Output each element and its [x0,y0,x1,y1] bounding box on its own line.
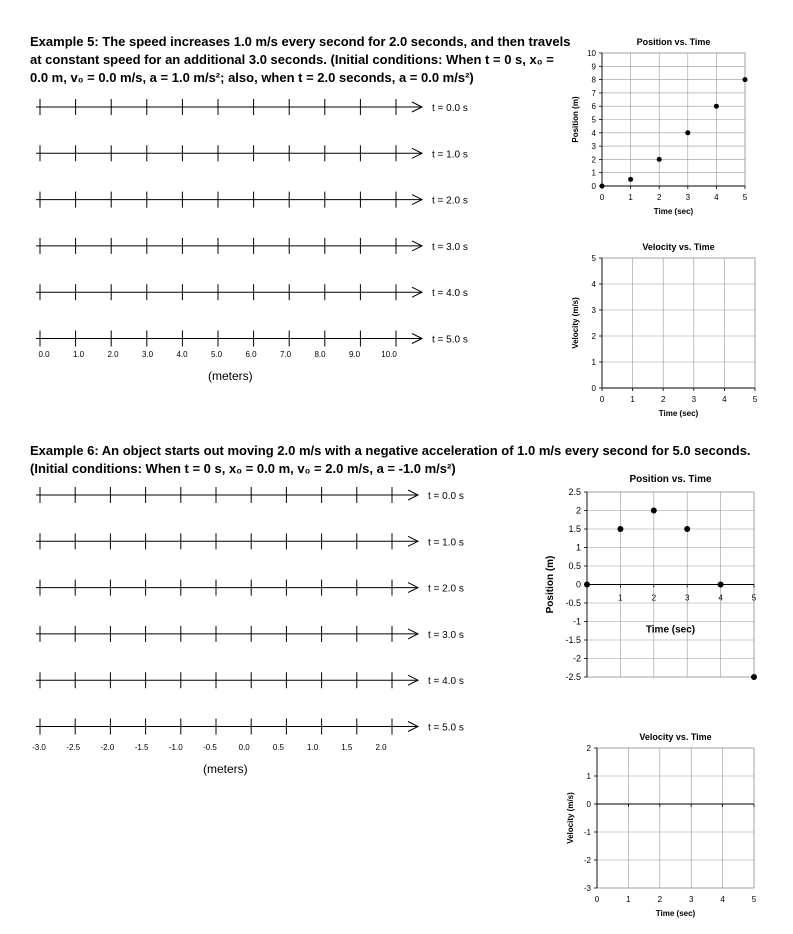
example5-time-label: t = 2.0 s [432,195,468,207]
example6-axis-tick-label: -1.0 [168,743,183,752]
chart-plot-area [597,748,754,888]
chart-1 [571,37,748,216]
example5-axis-tick-label: 5.0 [210,350,223,359]
chart-x-tick-label: 4 [720,895,725,904]
chart-y-tick-label: 1.5 [568,524,581,534]
example6-time-label: t = 0.0 s [428,491,464,502]
chart-y-tick-label: -2 [572,653,581,664]
example5-time-label: t = 1.0 s [432,149,468,161]
chart-x-tick-label: 4 [718,593,723,603]
chart-y-tick-label: 1 [575,542,581,553]
example6-number-line-row [36,672,464,688]
chart-y-tick-label: 10 [587,49,596,58]
chart-y-axis-label: Position (m) [571,96,580,143]
chart-x-tick-label: 5 [752,395,758,404]
example5-number-line-row [36,99,468,115]
example5-number-line-row [36,331,468,347]
chart-x-tick-label: 1 [628,193,633,202]
chart-y-tick-label: 4 [591,280,596,289]
example5-number-line-row [36,238,468,254]
example5-number-line-row [36,145,468,161]
chart-y-tick-label: -1 [572,616,581,627]
chart-x-tick-label: 3 [691,395,697,404]
example5-axis-tick-label: 6.0 [245,350,257,359]
example6-axis-tick-label: -0.5 [203,743,217,752]
example6-number-line-row [36,580,464,596]
example5-axis-tick-label: 3.0 [141,350,154,359]
chart-y-tick-label: 9 [591,62,596,72]
chart-y-tick-label: -2 [583,856,591,865]
example6-axis-tick-label: -3.0 [32,743,46,752]
chart-x-tick-label: 3 [688,895,694,904]
example5-axis-tick-label: 1.0 [72,350,85,359]
chart-x-tick-label: 3 [685,193,691,202]
chart-x-tick-label: 1 [626,895,631,904]
example5-axis-tick-label: 9.0 [348,350,361,359]
example6-number-line-row [36,719,464,735]
chart-y-tick-label: 6 [591,102,596,112]
chart-x-tick-label: 3 [684,593,690,603]
chart-y-tick-label: 2 [575,505,581,516]
example5-heading-line1: Example 5: The speed increases 1.0 m/s every second for 2.0 seconds, and then travels [30,34,571,49]
example6-number-line-row [36,487,464,503]
example5-number-lines [36,99,468,359]
example6-time-label: t = 2.0 s [428,583,464,595]
chart-title: Velocity vs. Time [639,732,712,742]
chart-3 [545,474,757,682]
chart-4 [566,732,757,918]
example5-time-label: t = 4.0 s [432,288,468,300]
chart-y-tick-label: 1 [591,168,596,178]
example6-axis-tick-label: 1.5 [341,743,353,752]
chart-y-tick-label: 2 [586,744,591,753]
example5-heading-line2: at constant speed for an additional 3.0 seconds. (Initial conditions: When t = 0 s, x₀ = [30,52,554,67]
chart-x-tick-label: 1 [630,395,635,404]
example6-axis-tick-label: 1.0 [307,743,319,752]
chart-x-tick-label: 2 [660,395,666,404]
chart-y-tick-label: 2 [591,155,596,165]
example5-time-label: t = 5.0 s [432,334,468,346]
example5-units-label: (meters) [208,369,253,383]
chart-data-point [718,582,724,588]
example5-axis-tick-label: 0.0 [38,350,50,359]
chart-data-point [751,674,757,680]
chart-y-axis-label: Velocity (m/s) [566,792,575,844]
chart-data-point [628,177,633,182]
example6-time-label: t = 5.0 s [428,722,464,734]
example5-number-line-row [36,192,468,208]
chart-y-tick-label: 7 [591,88,596,98]
chart-y-tick-label: 8 [591,75,596,85]
chart-x-tick-label: 5 [742,193,748,202]
chart-y-tick-label: 0 [575,579,581,590]
chart-x-axis-label: Time (sec) [645,624,696,636]
chart-y-tick-label: 1 [586,772,591,781]
chart-x-tick-label: 0 [599,193,605,202]
chart-y-tick-label: 3 [591,306,596,315]
chart-y-tick-label: 0.5 [568,561,581,571]
chart-data-point [657,157,662,162]
example5-axis-tick-label: 7.0 [279,350,292,359]
chart-x-tick-label: 5 [751,593,757,603]
chart-y-tick-label: 0 [586,800,591,809]
chart-title: Velocity vs. Time [642,242,715,252]
example6-axis-tick-label: -2.0 [100,743,115,752]
example6-number-lines [32,487,464,752]
chart-y-tick-label: 0 [591,182,596,191]
chart-x-tick-label: 5 [751,895,757,904]
chart-x-tick-label: 4 [714,193,719,202]
chart-data-point [584,582,590,588]
chart-title: Position vs. Time [629,474,712,485]
chart-data-point [651,508,657,514]
chart-data-point [685,130,690,135]
example6-axis-tick-label: 2.0 [375,743,387,752]
example5-time-label: t = 3.0 s [432,241,468,253]
chart-y-tick-label: 1 [591,358,596,367]
example5-heading-line3: 0.0 m, v₀ = 0.0 m/s, a = 1.0 m/s²; also, when t = 2.0 seconds, a = 0.0 m/s²) [30,70,474,85]
example6-time-label: t = 4.0 s [428,676,464,688]
chart-plot-area [602,258,755,388]
example6-time-label: t = 3.0 s [428,629,464,641]
example5-axis-tick-label: 10.0 [381,350,397,359]
example6-units-label: (meters) [203,762,248,776]
chart-x-tick-label: 1 [618,593,623,603]
chart-x-tick-label: 2 [651,593,657,603]
example6-axis-tick-label: -1.5 [134,743,149,752]
example6-axis-tick-label: -2.5 [66,743,81,752]
chart-y-axis-label: Velocity (m/s) [571,297,580,349]
chart-x-tick-label: 2 [657,895,663,904]
chart-y-tick-label: -0.5 [565,598,581,608]
chart-data-point [684,526,690,532]
chart-y-tick-label: -1 [583,828,591,837]
chart-y-tick-label: 2.5 [568,487,581,497]
chart-data-point [743,77,748,82]
chart-x-axis-label: Time (sec) [655,909,696,918]
example6-time-label: t = 1.0 s [428,537,464,549]
example5-time-label: t = 0.0 s [432,103,468,114]
chart-data-point [600,184,605,189]
chart-y-axis-label: Position (m) [545,555,556,614]
chart-x-tick-label: 4 [722,395,727,404]
chart-y-tick-label: -1.5 [565,635,581,645]
example6-heading-line1: Example 6: An object starts out moving 2.0 m/s with a negative acceleration of 1.0 m/s every second for 5.0 seconds. [30,443,751,458]
chart-y-tick-label: 5 [591,254,596,263]
example6-heading-line2: (Initial conditions: When t = 0 s, x₀ = 0.0 m, v₀ = 2.0 m/s, a = -1.0 m/s²) [30,461,456,476]
chart-y-tick-label: 2 [591,332,596,341]
chart-y-tick-label: 3 [591,142,596,152]
chart-data-point [617,526,623,532]
chart-data-point [714,104,719,109]
chart-x-tick-label: 2 [656,193,662,202]
chart-y-tick-label: 4 [591,128,596,138]
chart-y-tick-label: -3 [583,884,591,893]
chart-y-tick-label: 5 [591,115,596,125]
example6-axis-tick-label: 0.0 [238,743,250,752]
chart-2 [571,242,758,418]
example6-axis-tick-label: 0.5 [272,743,284,752]
example5-axis-tick-label: 2.0 [107,350,119,359]
example5-axis-tick-label: 8.0 [314,350,326,359]
chart-y-tick-label: -2.5 [565,672,581,682]
example5-number-line-row [36,284,468,300]
chart-x-tick-label: 0 [599,395,605,404]
example6-number-line-row [36,533,464,549]
example6-number-line-row [36,626,464,642]
example5-axis-tick-label: 4.0 [176,350,188,359]
chart-title: Position vs. Time [636,37,711,47]
chart-x-axis-label: Time (sec) [658,409,699,418]
chart-x-tick-label: 0 [594,895,600,904]
chart-x-axis-label: Time (sec) [653,207,694,216]
chart-y-tick-label: 0 [591,384,596,393]
